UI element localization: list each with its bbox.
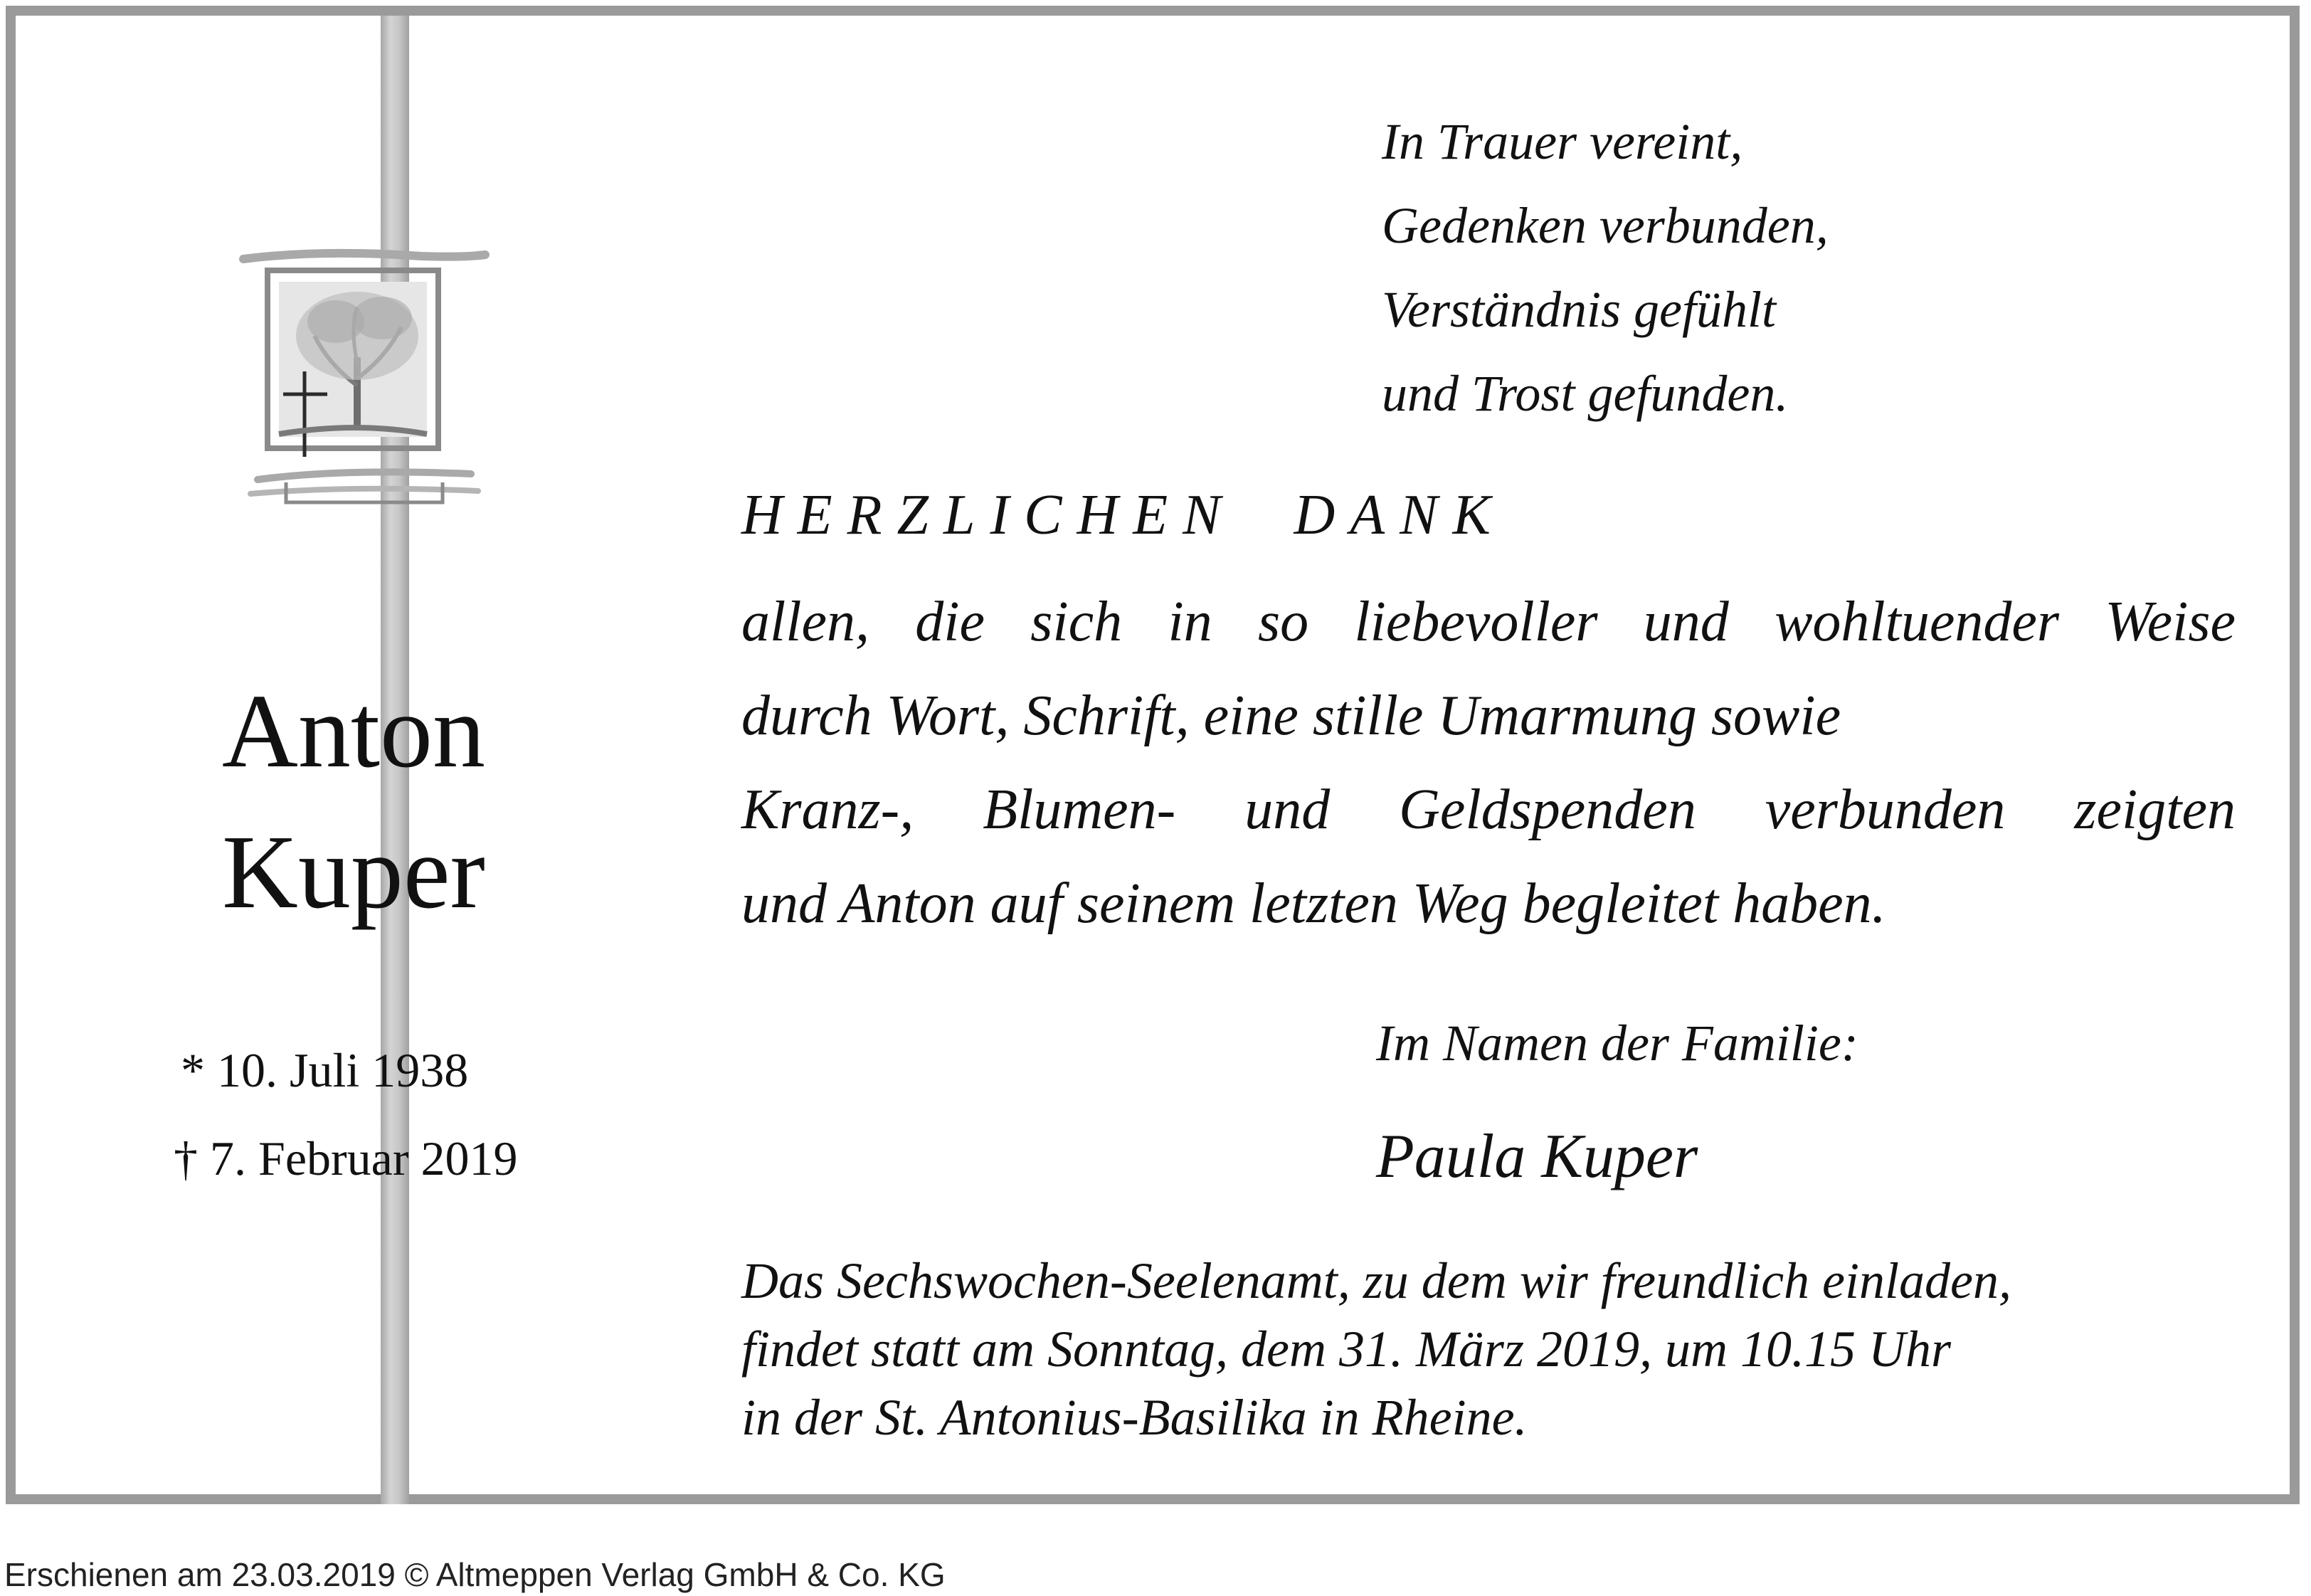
thanks-heading: HERZLICHEN DANK <box>741 484 1506 546</box>
poem-line: und Trost gefunden. <box>1382 365 1789 422</box>
poem <box>1382 100 1829 435</box>
notice-frame <box>6 6 2300 1504</box>
notice-line: findet statt am Sonntag, dem 31. März 2019, um 10.15 Uhr <box>741 1321 1951 1378</box>
poem-line: In Trauer vereint, <box>1382 113 1743 170</box>
thanks-line: und Anton auf seinem letzten Weg begleitet haben. <box>741 872 1886 935</box>
death-date: † 7. Februar 2019 <box>174 1131 518 1185</box>
notice-line: in der St. Antonius-Basilika in Rheine. <box>741 1389 1528 1446</box>
deceased-last-name: Kuper <box>222 814 485 931</box>
family-label: Im Namen der Familie: <box>1376 1015 1858 1072</box>
notice-line: Das Sechswochen-Seelenamt, zu dem wir freundlich einladen, <box>741 1252 2011 1309</box>
birth-date: * 10. Juli 1938 <box>181 1043 469 1097</box>
memorial-service-notice <box>741 1247 2011 1452</box>
poem-line: Gedenken verbunden, <box>1382 197 1829 254</box>
deceased-first-name: Anton <box>222 673 485 790</box>
publication-footer: Erschienen am 23.03.2019 © Altmeppen Verlag GmbH & Co. KG <box>4 1556 946 1593</box>
thanks-line: durch Wort, Schrift, eine stille Umarmung sowie <box>741 685 1841 747</box>
tree-cross-emblem-icon <box>236 243 492 542</box>
thanks-line: Kranz-, Blumen- und Geldspenden verbunden zeigten <box>741 778 2236 841</box>
family-signature: Paula Kuper <box>1376 1122 1698 1191</box>
thanks-line: allen, die sich in so liebevoller und wohltuender Weise <box>741 591 2236 653</box>
poem-line: Verständnis gefühlt <box>1382 281 1776 338</box>
